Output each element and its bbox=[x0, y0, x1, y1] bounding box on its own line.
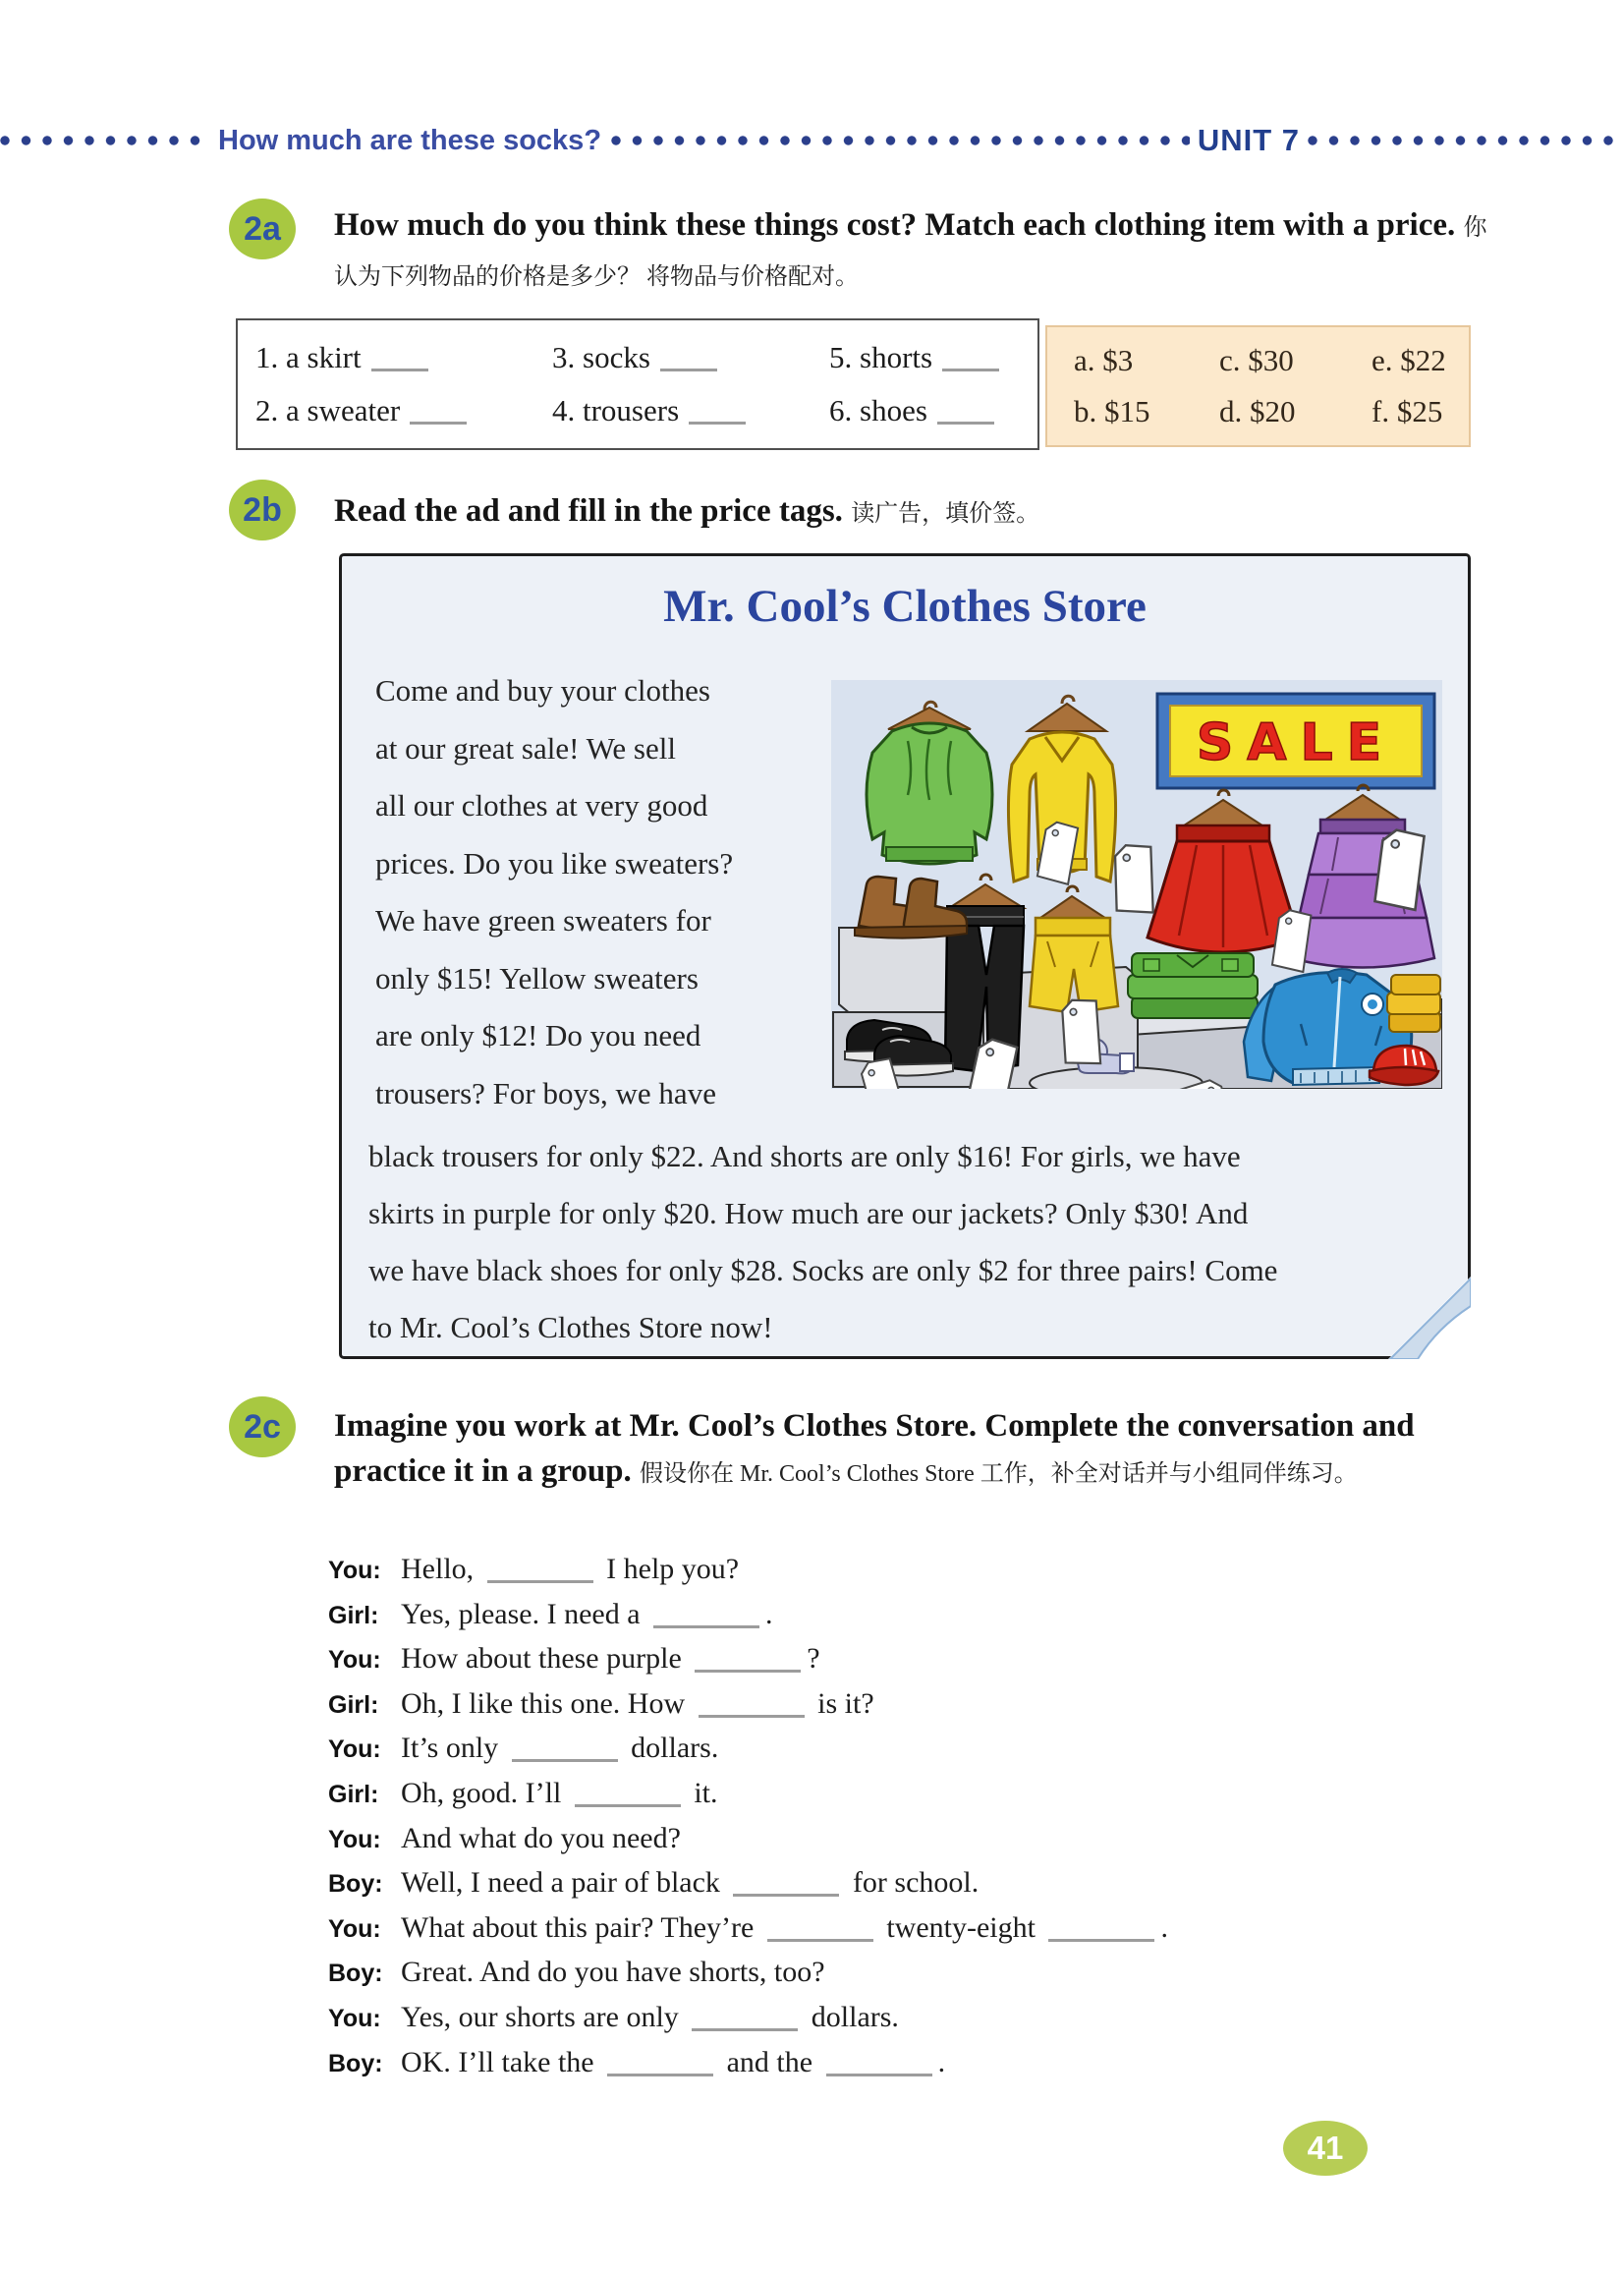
dialogue-text: Yes, our shorts are only dollars. bbox=[401, 2000, 899, 2033]
answer-blank bbox=[733, 1894, 839, 1897]
matching-items-box bbox=[236, 318, 1039, 450]
answer-blank bbox=[942, 369, 999, 371]
ad-text-line: black trousers for only $22. And shorts are only $16! For girls, we have bbox=[368, 1139, 1241, 1173]
dialogue-line bbox=[328, 2046, 1168, 2091]
ad-text-line: only $15! Yellow sweaters bbox=[375, 960, 699, 995]
activity-badge-2b: 2b bbox=[229, 480, 296, 540]
speaker-label: Girl: bbox=[328, 1601, 379, 1629]
dialogue-line bbox=[328, 1553, 1168, 1598]
dialogue-text: OK. I’ll take the and the . bbox=[401, 2045, 946, 2078]
dialogue-line bbox=[328, 1956, 1168, 2001]
instruction-2a-english: How much do you think these things cost? Match each clothing item with a price. bbox=[334, 207, 1456, 243]
instruction-2b bbox=[334, 488, 1498, 538]
dialogue-text: How about these purple ? bbox=[401, 1642, 820, 1676]
dialogue-line bbox=[328, 1822, 1168, 1867]
sale-sign bbox=[1157, 694, 1434, 788]
instruction-2b-english: Read the ad and fill in the price tags. bbox=[334, 493, 843, 529]
dialogue-text: And what do you need? bbox=[401, 1821, 681, 1854]
answer-blank bbox=[512, 1759, 618, 1762]
answer-blank bbox=[653, 1625, 759, 1628]
match-item-label: 4. trousers bbox=[552, 393, 680, 427]
dotted-rule-middle bbox=[611, 136, 1190, 145]
speaker-label: You: bbox=[328, 1914, 381, 1943]
match-item-label: 5. shorts bbox=[829, 340, 933, 374]
conversation bbox=[328, 1553, 1168, 2090]
ad-body-left-column bbox=[375, 662, 839, 1122]
page-header bbox=[0, 123, 1624, 157]
activity-badge-2a: 2a bbox=[229, 199, 296, 259]
folded-yellow-sweaters bbox=[1387, 975, 1440, 1032]
speaker-label: You: bbox=[328, 1646, 381, 1675]
dialogue-text: Well, I need a pair of black for school. bbox=[401, 1866, 980, 1900]
price-option: f. $25 bbox=[1372, 394, 1443, 428]
dialogue-line bbox=[328, 2001, 1168, 2046]
ad-text-line: all our clothes at very good bbox=[375, 788, 708, 823]
ad-text-line: at our great sale! We sell bbox=[375, 730, 676, 766]
dialogue-text: Great. And do you have shorts, too? bbox=[401, 1956, 825, 1989]
ad-body-full-width bbox=[368, 1128, 1457, 1356]
speaker-label: You: bbox=[328, 2004, 381, 2032]
unit-label: UNIT 7 bbox=[1197, 123, 1300, 157]
match-item bbox=[255, 393, 552, 428]
dialogue-text: It’s only dollars. bbox=[401, 1732, 719, 1765]
price-option: e. $22 bbox=[1372, 343, 1446, 377]
dotted-rule-left bbox=[0, 136, 208, 145]
speaker-label: Boy: bbox=[328, 1960, 383, 1988]
speaker-label: You: bbox=[328, 1557, 381, 1584]
price-option: d. $20 bbox=[1219, 394, 1296, 428]
dialogue-text: Oh, good. I’ll it. bbox=[401, 1776, 718, 1809]
answer-blank bbox=[1048, 1939, 1154, 1942]
match-item bbox=[255, 340, 552, 375]
match-item-label: 6. shoes bbox=[829, 393, 927, 427]
store-illustration bbox=[831, 680, 1442, 1089]
price-tag bbox=[1112, 843, 1155, 915]
dialogue-line bbox=[328, 1642, 1168, 1687]
dialogue-line bbox=[328, 1687, 1168, 1733]
ad-text-line: skirts in purple for only $20. How much are our jackets? Only $30! And bbox=[368, 1196, 1249, 1230]
instruction-2b-chinese: 读广告，填价签。 bbox=[851, 501, 1040, 527]
answer-blank bbox=[607, 2074, 713, 2076]
match-item bbox=[829, 393, 1037, 428]
dialogue-line bbox=[328, 1732, 1168, 1777]
match-item-label: 3. socks bbox=[552, 340, 650, 374]
speaker-label: You: bbox=[328, 1735, 381, 1764]
ad-text-line: prices. Do you like sweaters? bbox=[375, 845, 734, 881]
instruction-2c-chinese: 假设你在 Mr. Cool’s Clothes Store 工作，补全对话并与小组同伴练习。 bbox=[640, 1461, 1358, 1487]
dialogue-line bbox=[328, 1866, 1168, 1911]
match-item bbox=[552, 340, 829, 375]
ad-title: Mr. Cool’s Clothes Store bbox=[663, 581, 1147, 632]
price-tag bbox=[1059, 997, 1102, 1067]
answer-blank bbox=[575, 1804, 681, 1807]
activity-badge-2c: 2c bbox=[229, 1396, 296, 1457]
match-item-label: 2. a sweater bbox=[255, 393, 401, 427]
answer-blank bbox=[692, 2028, 798, 2031]
instruction-2a-chinese: 你认为下列物品的价格是多少？ 将物品与价格配对。 bbox=[334, 215, 1487, 290]
speaker-label: You: bbox=[328, 1825, 381, 1853]
speaker-label: Girl: bbox=[328, 1780, 379, 1808]
dialogue-text: Oh, I like this one. How is it? bbox=[401, 1686, 874, 1720]
price-option: a. $3 bbox=[1074, 343, 1134, 377]
answer-blank bbox=[410, 422, 467, 425]
answer-blank bbox=[699, 1715, 805, 1718]
answer-blank bbox=[660, 369, 717, 371]
ad-text-line: to Mr. Cool’s Clothes Store now! bbox=[368, 1310, 773, 1344]
folded-green-shirts bbox=[1128, 953, 1258, 1018]
dialogue-text: Yes, please. I need a . bbox=[401, 1597, 773, 1630]
match-item bbox=[552, 393, 829, 428]
dotted-rule-right bbox=[1308, 136, 1624, 145]
answer-blank bbox=[937, 422, 994, 425]
page-number-badge: 41 bbox=[1283, 2121, 1368, 2176]
page-curl bbox=[1388, 1277, 1471, 1359]
ad-text-line: Come and buy your clothes bbox=[375, 673, 710, 708]
instruction-2c-english: Imagine you work at Mr. Cool’s Clothes Store. Complete the conversation and practice it in a group. bbox=[334, 1408, 1415, 1489]
dialogue-line bbox=[328, 1598, 1168, 1643]
ad-text-line: we have black shoes for only $28. Socks are only $2 for three pairs! Come bbox=[368, 1253, 1278, 1287]
ad-text-line: are only $12! Do you need bbox=[375, 1018, 701, 1052]
instruction-2c bbox=[334, 1403, 1498, 1497]
price-option: c. $30 bbox=[1219, 343, 1294, 377]
sale-sign-text: SALE bbox=[1196, 713, 1396, 772]
answer-blank bbox=[695, 1670, 801, 1673]
dialogue-line bbox=[328, 1911, 1168, 1957]
answer-blank bbox=[767, 1939, 873, 1942]
dialogue-text: Hello, I help you? bbox=[401, 1553, 740, 1585]
answer-blank bbox=[689, 422, 746, 425]
speaker-label: Boy: bbox=[328, 2049, 383, 2077]
speaker-label: Girl: bbox=[328, 1690, 379, 1719]
price-tag bbox=[1374, 828, 1425, 910]
price-options-box bbox=[1045, 325, 1471, 447]
match-item bbox=[829, 340, 1037, 375]
answer-blank bbox=[826, 2074, 932, 2076]
ad-text-line: trousers? For boys, we have bbox=[375, 1075, 716, 1110]
price-option: b. $15 bbox=[1074, 394, 1150, 428]
answer-blank bbox=[487, 1580, 593, 1583]
dialogue-line bbox=[328, 1777, 1168, 1822]
lesson-title: How much are these socks? bbox=[218, 124, 602, 156]
ad-text-line: We have green sweaters for bbox=[375, 903, 711, 938]
dialogue-text: What about this pair? They’re twenty-eight . bbox=[401, 1910, 1168, 1944]
clothes-store-ad bbox=[339, 553, 1471, 1359]
match-item-label: 1. a skirt bbox=[255, 340, 362, 374]
instruction-2a bbox=[334, 202, 1498, 301]
answer-blank bbox=[371, 369, 428, 371]
speaker-label: Boy: bbox=[328, 1870, 383, 1899]
